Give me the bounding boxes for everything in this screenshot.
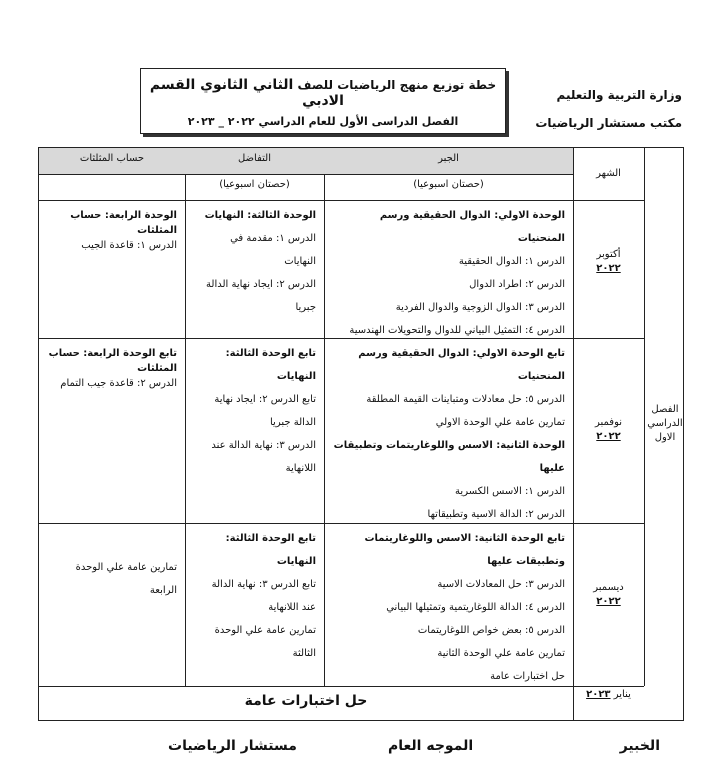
lesson-item: الرابعة — [149, 585, 177, 596]
lesson-item: الدرس ٣: الدوال الزوجية والدوال الفردية — [395, 302, 565, 313]
month-name: ديسمبر — [593, 582, 624, 593]
unit-heading: الوحدة الرابعة: حساب — [70, 210, 177, 221]
sessions-algebra: (حصتان اسبوعيا) — [413, 179, 484, 190]
unit-heading: تابع الوحدة الثالثة: — [225, 348, 316, 359]
month-january — [573, 688, 644, 702]
lesson-item: جبريا — [295, 302, 316, 313]
sessions-calculus: (حصتان اسبوعيا) — [219, 179, 290, 190]
unit-heading: عليها — [539, 463, 565, 474]
signature-advisor: مستشار الرياضيات — [168, 738, 297, 754]
lesson-item: الدرس ١: الدوال الحقيقية — [458, 256, 565, 267]
month-december — [573, 581, 644, 609]
october-algebra — [324, 200, 573, 342]
signature-expert: الخبير — [619, 738, 660, 754]
unit-heading: المثلثات — [137, 225, 177, 236]
lesson-item: تمارين عامة علي الوحدة — [214, 625, 316, 636]
month-name: نوفمبر — [594, 417, 623, 428]
lesson-item: الدرس ٢: قاعدة جيب التمام — [60, 378, 177, 389]
lesson-item: الدالة جبريا — [270, 417, 316, 428]
october-calculus — [185, 200, 324, 319]
november-calculus — [185, 338, 324, 480]
month-november — [573, 416, 644, 444]
lesson-item: الدرس ٢: ايجاد نهاية الدالة — [206, 279, 316, 290]
month-year: ٢٠٢٣ — [586, 689, 611, 700]
lesson-item: الدرس ٢: اطراد الدوال — [469, 279, 565, 290]
unit-heading: تابع الوحدة الرابعة: حساب — [48, 348, 177, 359]
lesson-item: الدرس ٢: الدالة الاسية وتطبيقاتها — [427, 509, 565, 520]
january-content: حل اختبارات عامة — [244, 693, 368, 709]
lesson-item: الدرس ٣: حل المعادلات الاسية — [437, 579, 565, 590]
lesson-item: الدرس ١: الاسس الكسرية — [455, 486, 565, 497]
ministry-name: وزارة التربية والتعليم — [556, 88, 682, 102]
month-year: ٢٠٢٢ — [596, 431, 621, 442]
curriculum-table — [38, 147, 684, 721]
month-october — [573, 248, 644, 276]
unit-heading: وتطبيقات عليها — [487, 556, 565, 567]
lesson-item: الثالثة — [292, 648, 316, 659]
month-year: ٢٠٢٢ — [596, 263, 621, 274]
title-prefix: خطة توزيع منهج الرياضيات للصف — [297, 78, 497, 92]
header-trig: حساب المثلثات — [39, 148, 185, 174]
unit-heading: تابع الوحدة الثانية: الاسس واللوغاريتمات — [364, 533, 565, 544]
lesson-item: الدرس ٣: نهاية الدالة عند — [211, 440, 316, 451]
unit-heading: تابع الوحدة الاولي: الدوال الحقيقية ورسم المنحنيات — [358, 348, 565, 382]
lesson-item: الدرس ١: مقدمة في — [230, 233, 316, 244]
document-title-box — [140, 68, 506, 134]
lesson-item: تابع الدرس ٢: ايجاد نهاية — [214, 394, 316, 405]
unit-heading: المثلثات — [137, 363, 177, 374]
month-name: أكتوبر — [596, 249, 621, 260]
december-calculus — [185, 523, 324, 665]
lesson-item: حل اختبارات عامة — [490, 671, 565, 682]
unit-heading: الوحدة الثالثة: النهايات — [204, 210, 316, 221]
december-trig — [39, 552, 185, 602]
header-month: الشهر — [596, 168, 621, 179]
lesson-item: النهايات — [284, 256, 316, 267]
unit-heading: تابع الوحدة الثالثة: — [225, 533, 316, 544]
header-algebra: الجبر — [324, 148, 573, 174]
lesson-item: الدرس ١: قاعدة الجيب — [81, 240, 177, 251]
lesson-item: تابع الدرس ٣: نهاية الدالة — [211, 579, 316, 590]
unit-heading: النهايات — [276, 556, 316, 567]
document-title — [141, 77, 505, 109]
lesson-item: الدرس ٤: الدالة اللوغاريتمية وتمثيلها البياني — [386, 602, 565, 613]
lesson-item: الدرس ٥: بعض خواص اللوغاريتمات — [417, 625, 565, 636]
lesson-item: الدرس ٥: حل معادلات ومتباينات القيمة المطلقة — [366, 394, 565, 405]
unit-heading: الوحدة الاولي: الدوال الحقيقية ورسم المنحنيات — [379, 210, 565, 244]
november-trig — [39, 338, 185, 395]
title-bold: الثاني الثانوي القسم الادبي — [149, 77, 344, 109]
signature-supervisor: الموجه العام — [388, 738, 474, 754]
document-subtitle: الفصل الدراسى الأول للعام الدراسي ٢٠٢٢ _ ٢٠٢٣ — [187, 115, 459, 128]
lesson-item: تمارين عامة علي الوحدة الثانية — [437, 648, 565, 659]
term-label — [645, 403, 685, 445]
month-year: ٢٠٢٢ — [596, 596, 621, 607]
term-text: الفصل الدراسي الاول — [647, 404, 683, 443]
unit-heading: النهايات — [276, 371, 316, 382]
office-name: مكتب مستشار الرياضيات — [535, 116, 682, 130]
october-trig — [39, 200, 185, 257]
lesson-item: تمارين عامة علي الوحدة — [75, 562, 177, 573]
header-calculus: التفاضل — [185, 148, 324, 174]
november-algebra — [324, 338, 573, 526]
unit-heading: الوحدة الثانية: الاسس واللوغاريتمات وتطبيقات — [333, 440, 565, 451]
lesson-item: عند اللانهاية — [268, 602, 316, 613]
december-algebra — [324, 523, 573, 688]
lesson-item: الدرس ٤: التمثيل البياني للدوال والتحويلات الهندسية — [349, 325, 565, 336]
month-name: يناير — [613, 689, 631, 700]
lesson-item: تمارين عامة علي الوحدة الاولي — [435, 417, 565, 428]
lesson-item: اللانهاية — [285, 463, 316, 474]
